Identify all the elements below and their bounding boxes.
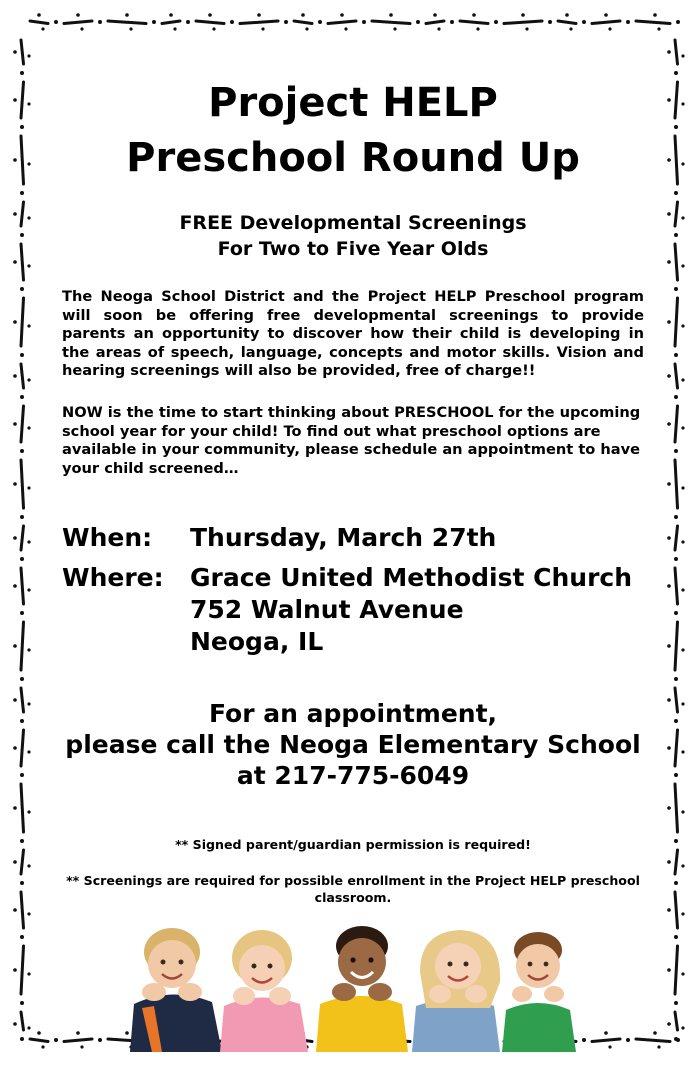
children-illustration — [120, 912, 580, 1052]
when-row — [62, 522, 644, 554]
where-row — [62, 562, 644, 658]
enrollment-note: ** Screenings are required for possible enrollment in the Project HELP preschool classroom. — [66, 873, 640, 905]
child-5-image — [502, 932, 576, 1052]
where-line-1: Grace United Methodist Church — [190, 563, 633, 592]
subtitle-line-1: FREE Developmental Screenings — [179, 212, 527, 234]
subtitle — [62, 210, 644, 262]
permission-note: ** Signed parent/guardian permission is required! — [175, 837, 531, 852]
page-title — [62, 76, 644, 186]
appointment-line-1: For an appointment, — [208, 699, 498, 728]
appointment-info — [40, 698, 666, 791]
where-label: Where: — [62, 563, 164, 592]
when-value: Thursday, March 27th — [190, 523, 497, 552]
appointment-line-3: at 217-775-6049 — [236, 761, 470, 790]
child-2-image — [220, 930, 308, 1052]
subtitle-line-2: For Two to Five Year Olds — [217, 238, 489, 260]
where-line-2: 752 Walnut Avenue — [190, 595, 464, 624]
event-details — [62, 522, 644, 658]
child-1-image — [130, 928, 222, 1052]
preschool-paragraph: NOW is the time to start thinking about PRESCHOOL for the upcoming school year for your child! To find out what preschool options are available in your community, please schedule an appointment to have your child screened… — [62, 404, 641, 477]
child-3-image — [316, 926, 408, 1052]
where-line-3: Neoga, IL — [190, 627, 324, 656]
when-label: When: — [62, 523, 153, 552]
title-line-2: Preschool Round Up — [126, 135, 580, 181]
appointment-line-2: please call the Neoga Elementary School — [65, 730, 641, 759]
intro-paragraph: The Neoga School District and the Project HELP Preschool program will soon be offering free developmental screenings to provide parents an opportunity to discover how their child is developing in the areas of speech, language, concepts and motor skills. Vision and hearing screenings will also be provided, free of charge!! — [62, 288, 644, 380]
where-address — [190, 562, 632, 658]
child-4-image — [412, 930, 500, 1052]
title-line-1: Project HELP — [208, 80, 498, 126]
